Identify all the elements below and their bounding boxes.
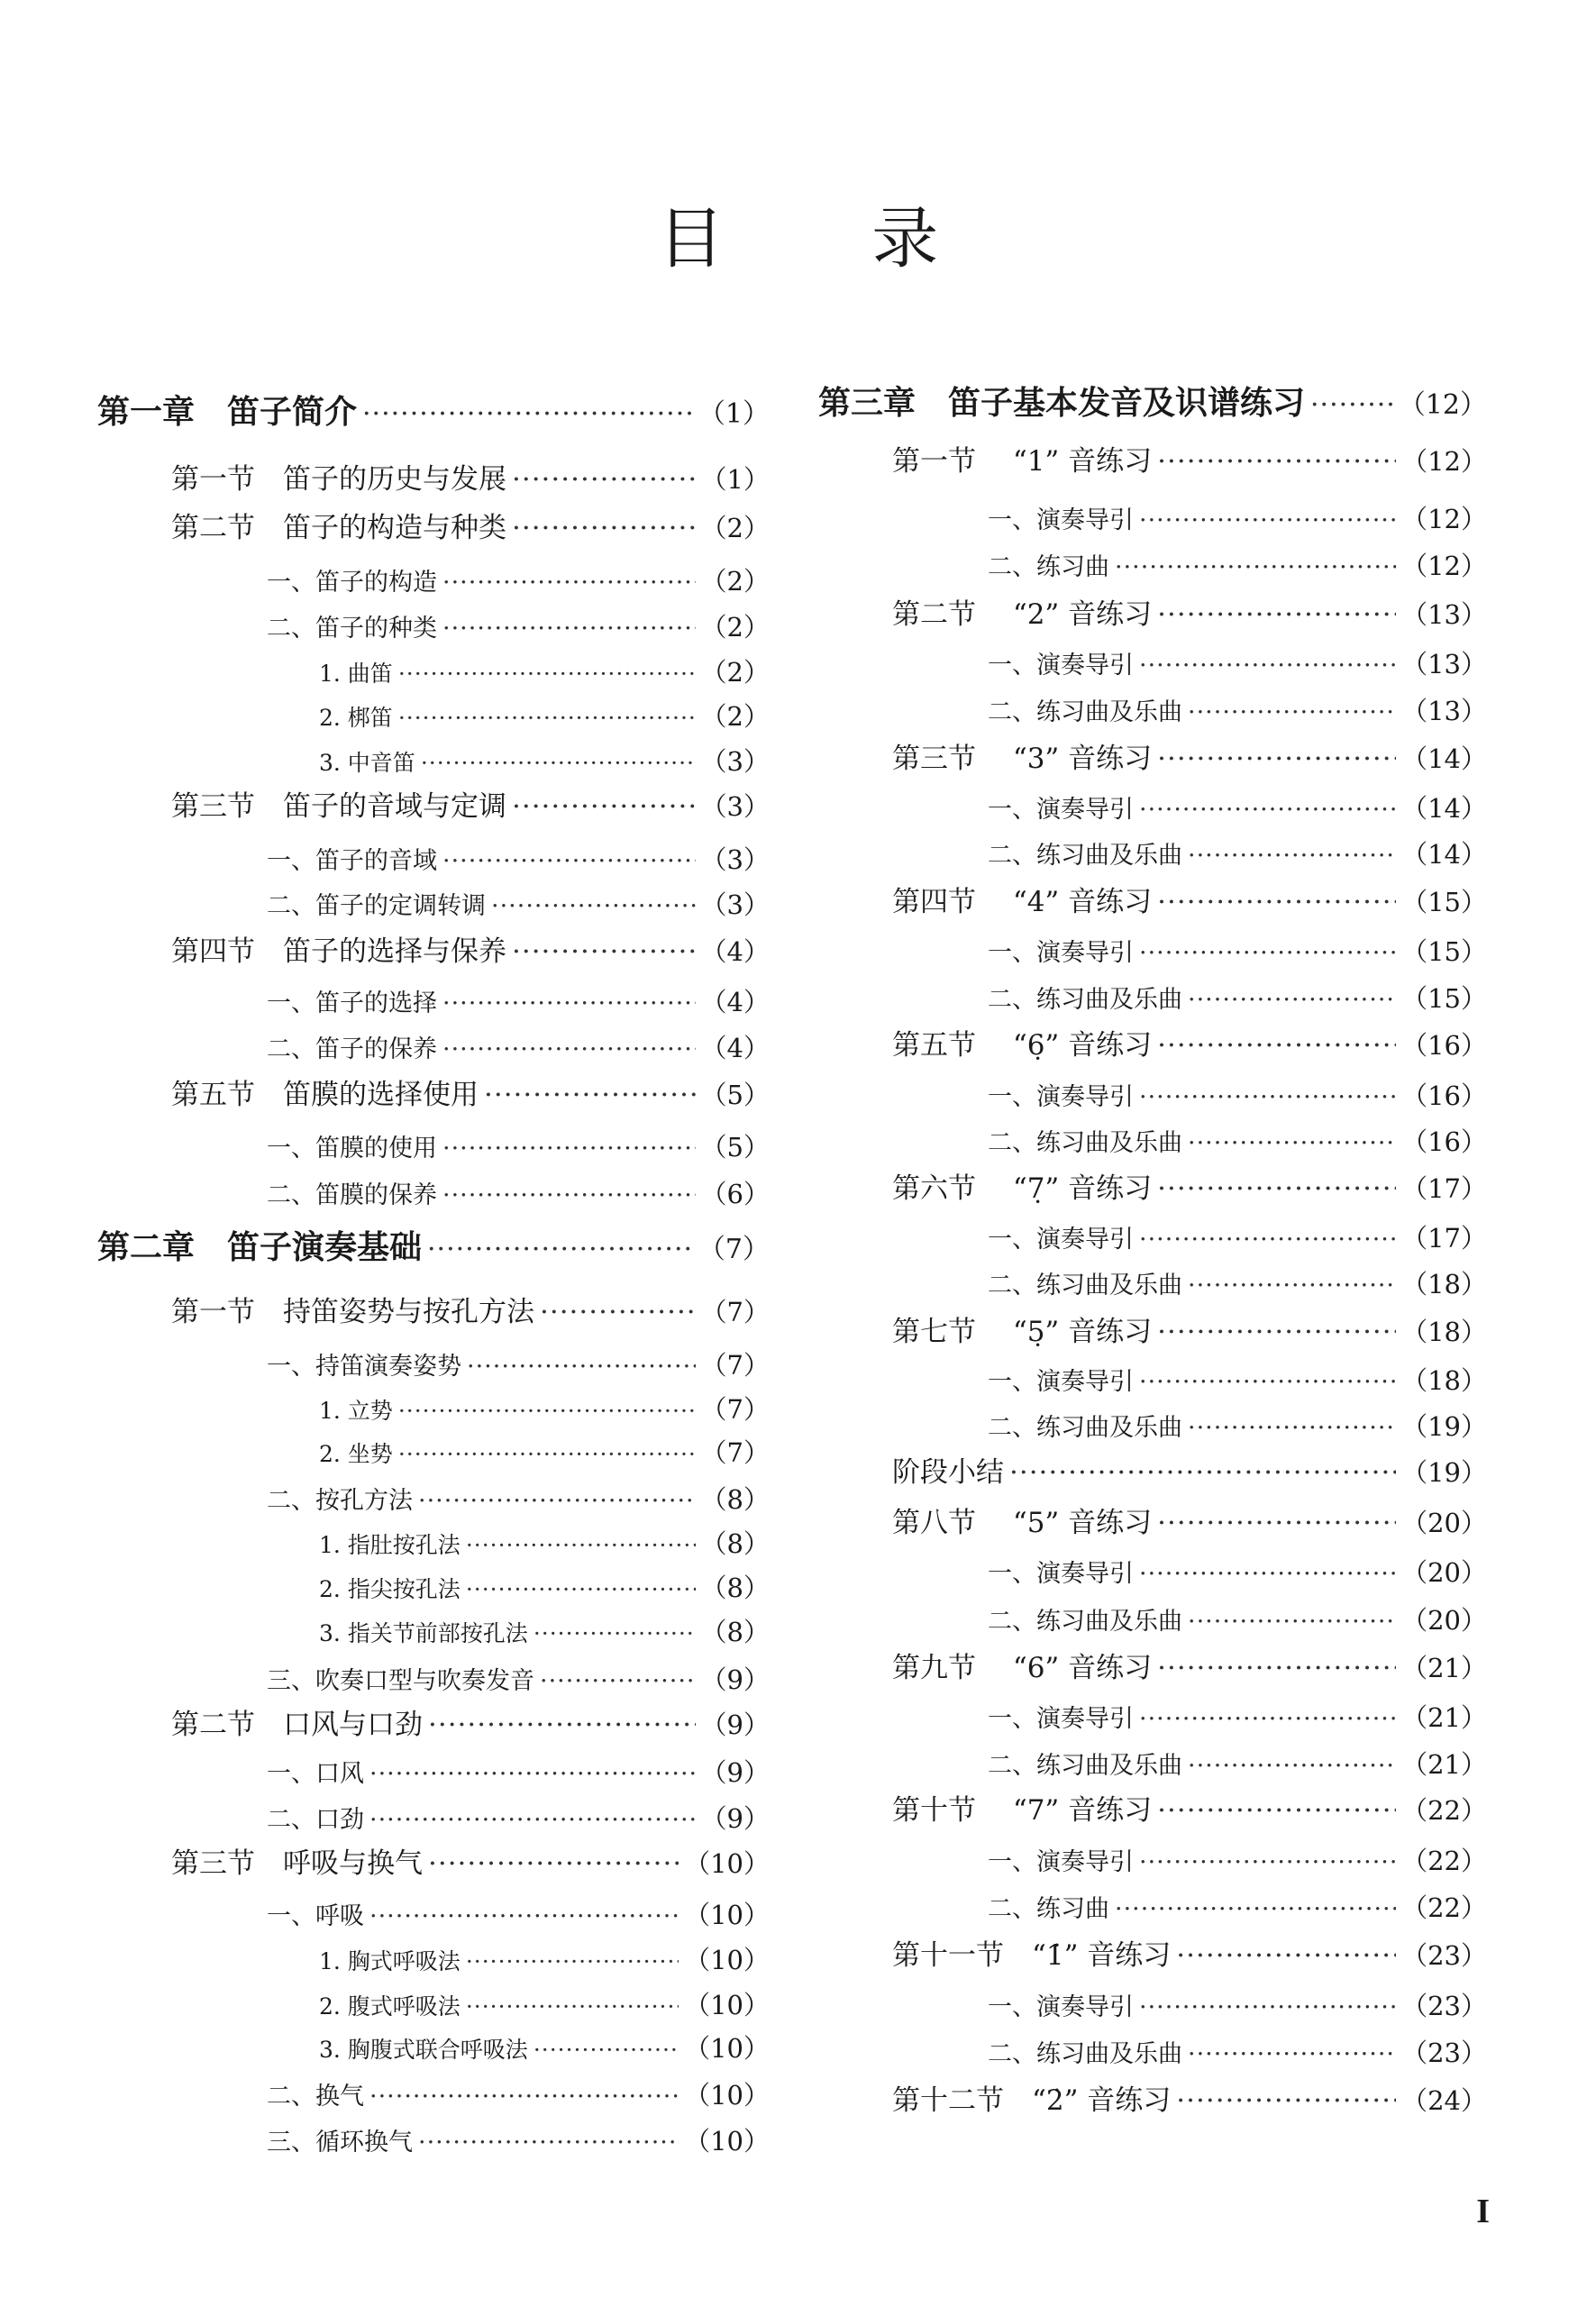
toc-entry-page: （21） <box>1401 1653 1487 1683</box>
toc-entry[interactable] <box>818 597 1487 633</box>
toc-entry-label: 二、练习曲及乐曲 <box>988 1414 1182 1442</box>
toc-entry-label: 一、演奏导引 <box>988 1560 1134 1588</box>
toc-entry-label: 第十二节 “2̇” 音练习 <box>892 2084 1172 2117</box>
toc-entry-page: （7） <box>700 1350 770 1381</box>
toc-leader-dots <box>1157 884 1396 920</box>
toc-leader-dots <box>1139 1222 1396 1258</box>
toc-entry[interactable] <box>97 1755 770 1791</box>
toc-entry-page: （23） <box>1401 1940 1487 1971</box>
toc-entry-page: （3） <box>700 889 770 920</box>
toc-leader-dots <box>1157 1650 1396 1686</box>
toc-entry-page: （17） <box>1401 1223 1487 1254</box>
toc-leader-dots <box>1176 2083 1396 2119</box>
toc-leader-dots <box>1157 741 1396 777</box>
toc-entry-label: 一、笛膜的使用 <box>267 1135 437 1163</box>
toc-entry-page: （4） <box>700 1033 770 1063</box>
toc-entry-label: 第一节 “1” 音练习 <box>892 445 1153 478</box>
toc-entry-label: 第六节 “7̣” 音练习 <box>892 1172 1153 1205</box>
toc-entry-label: 一、演奏导引 <box>988 1705 1134 1733</box>
toc-entry-page: （2） <box>700 701 770 732</box>
toc-entry[interactable] <box>818 1409 1487 1445</box>
toc-entry-page: （20） <box>1401 1508 1487 1538</box>
toc-entry-label: 二、练习曲及乐曲 <box>988 698 1182 726</box>
toc-entry-label: 二、笛膜的保养 <box>267 1181 437 1209</box>
toc-entry[interactable] <box>97 609 770 645</box>
toc-entry[interactable] <box>818 741 1487 777</box>
toc-entry[interactable] <box>818 1938 1487 1974</box>
toc-entry[interactable] <box>818 1027 1487 1063</box>
toc-entry-page: （7） <box>698 1234 770 1265</box>
toc-leader-dots <box>442 1032 696 1068</box>
toc-leader-dots <box>1188 838 1396 874</box>
toc-entry-page: （6） <box>700 1179 770 1209</box>
toc-entry-label: 一、笛子的构造 <box>267 569 437 597</box>
toc-entry-label: 二、练习曲及乐曲 <box>988 1608 1182 1636</box>
toc-entry-label: 一、演奏导引 <box>988 1226 1134 1254</box>
toc-entry-page: （23） <box>1401 2038 1487 2068</box>
toc-entry-page: （21） <box>1401 1702 1487 1733</box>
toc-entry-label: 一、演奏导引 <box>988 652 1134 679</box>
toc-entry-label: 二、笛子的种类 <box>267 615 437 643</box>
toc-entry[interactable] <box>97 1707 770 1743</box>
toc-entry-label: 一、演奏导引 <box>988 939 1134 967</box>
toc-entry[interactable] <box>818 1363 1487 1399</box>
toc-entry-page: （21） <box>1401 1749 1487 1780</box>
toc-entry[interactable] <box>97 1347 770 1383</box>
toc-entry[interactable] <box>97 789 770 825</box>
toc-entry-page: （16） <box>1401 1081 1487 1111</box>
toc-entry-page: （2） <box>700 566 770 597</box>
toc-leader-dots <box>1188 1748 1396 1784</box>
toc-leader-dots <box>1188 2037 1396 2073</box>
toc-entry-page: （9） <box>700 1664 770 1695</box>
toc-leader-dots <box>421 745 696 781</box>
toc-entry[interactable] <box>97 395 770 431</box>
toc-leader-dots <box>1139 1364 1396 1400</box>
toc-entry-label: 第三节 笛子的音域与定调 <box>171 790 506 823</box>
toc-entry-label: 1. 曲笛 <box>319 661 393 687</box>
toc-entry-page: （4） <box>700 987 770 1017</box>
toc-entry-label: 1. 胸式呼吸法 <box>319 1948 461 1974</box>
toc-entry-page: （19） <box>1401 1411 1487 1442</box>
toc-entry-label: 2. 坐势 <box>319 1441 393 1467</box>
toc-leader-dots <box>398 656 696 692</box>
toc-entry[interactable] <box>97 842 770 878</box>
toc-entry[interactable] <box>97 1987 770 2023</box>
toc-leader-dots <box>1157 1171 1396 1207</box>
toc-leader-dots <box>1139 935 1396 971</box>
toc-entry[interactable] <box>97 654 770 690</box>
toc-entry[interactable] <box>818 1171 1487 1207</box>
toc-entry-page: （14） <box>1401 839 1487 870</box>
toc-leader-dots <box>442 611 696 647</box>
toc-leader-dots <box>1157 1314 1396 1350</box>
toc-entry[interactable] <box>97 1176 770 1212</box>
toc-entry-label: 第五节 “6̣” 音练习 <box>892 1029 1153 1062</box>
toc-entry-page: （12） <box>1398 389 1487 421</box>
toc-entry-label: 第三章 笛子基本发音及识谱练习 <box>818 385 1306 422</box>
toc-entry-page: （13） <box>1401 696 1487 726</box>
toc-entry-label: 三、循环换气 <box>267 2129 413 2157</box>
toc-entry[interactable] <box>97 563 770 599</box>
toc-leader-dots <box>1157 1505 1396 1541</box>
toc-entry-label: 第五节 笛膜的选择使用 <box>171 1079 479 1111</box>
toc-leader-dots <box>1009 1454 1396 1491</box>
toc-entry[interactable] <box>818 884 1487 920</box>
toc-entry[interactable] <box>97 1942 770 1978</box>
toc-leader-dots <box>369 1899 679 1935</box>
toc-leader-dots <box>1176 1938 1396 1974</box>
toc-entry-page: （8） <box>700 1528 770 1559</box>
toc-entry-page: （14） <box>1401 743 1487 774</box>
toc-entry[interactable] <box>97 461 770 497</box>
toc-entry-label: 一、演奏导引 <box>988 506 1134 534</box>
toc-entry[interactable] <box>818 1505 1487 1541</box>
toc-entry-label: 2. 指尖按孔法 <box>319 1576 461 1602</box>
toc-entry-label: 第一节 持笛姿势与按孔方法 <box>171 1296 534 1328</box>
toc-entry-label: 二、练习曲及乐曲 <box>988 1272 1182 1299</box>
toc-entry[interactable] <box>818 548 1487 584</box>
toc-entry-page: （2） <box>700 657 770 688</box>
toc-entry-page: （2） <box>700 513 770 543</box>
toc-leader-dots <box>369 2079 679 2115</box>
toc-entry[interactable] <box>818 1124 1487 1160</box>
toc-leader-dots <box>1157 1792 1396 1828</box>
toc-leader-dots <box>467 1349 696 1385</box>
toc-leader-dots <box>1139 1701 1396 1737</box>
toc-entry-label: 一、演奏导引 <box>988 1368 1134 1396</box>
toc-leader-dots <box>534 1616 696 1652</box>
toc-entry[interactable] <box>97 1897 770 1933</box>
toc-entry-page: （15） <box>1401 983 1487 1014</box>
toc-entry-page: （10） <box>684 1848 770 1879</box>
toc-entry-page: （15） <box>1401 887 1487 917</box>
toc-entry-page: （18） <box>1401 1317 1487 1347</box>
toc-entry-label: 第三节 呼吸与换气 <box>171 1847 423 1880</box>
toc-entry-page: （7） <box>700 1394 770 1425</box>
toc-leader-dots <box>512 934 696 970</box>
toc-entry-label: 一、笛子的选择 <box>267 989 437 1017</box>
toc-entry-label: 一、演奏导引 <box>988 1993 1134 2021</box>
toc-leader-dots <box>1310 388 1393 424</box>
toc-entry[interactable] <box>97 934 770 970</box>
toc-entry-label: 二、练习曲及乐曲 <box>988 1129 1182 1157</box>
toc-entry[interactable] <box>818 790 1487 826</box>
toc-entry-page: （18） <box>1401 1365 1487 1396</box>
toc-entry-page: （18） <box>1401 1269 1487 1299</box>
toc-entry-label: 第四节 笛子的选择与保养 <box>171 935 506 968</box>
toc-entry[interactable] <box>818 1078 1487 1114</box>
toc-entry[interactable] <box>818 1220 1487 1256</box>
toc-entry[interactable] <box>97 1230 770 1266</box>
toc-leader-dots <box>512 510 696 546</box>
toc-entry-page: （19） <box>1401 1457 1487 1488</box>
toc-entry[interactable] <box>818 443 1487 479</box>
toc-entry[interactable] <box>818 1843 1487 1879</box>
toc-entry[interactable] <box>97 1294 770 1330</box>
toc-entry-label: 二、换气 <box>267 2083 364 2111</box>
toc-entry[interactable] <box>818 646 1487 682</box>
toc-entry[interactable] <box>97 1526 770 1562</box>
toc-leader-dots <box>428 1707 696 1743</box>
toc-leader-dots <box>1157 597 1396 633</box>
toc-leader-dots <box>1139 1990 1396 2026</box>
toc-entry-page: （12） <box>1401 551 1487 581</box>
toc-entry[interactable] <box>97 1614 770 1650</box>
toc-entry-page: （10） <box>684 2080 770 2111</box>
toc-entry-page: （5） <box>700 1132 770 1163</box>
toc-leader-dots <box>398 700 696 736</box>
toc-leader-dots <box>1139 503 1396 539</box>
toc-leader-dots <box>1139 648 1396 684</box>
toc-entry-page: （8） <box>700 1484 770 1515</box>
toc-entry-page: （4） <box>700 936 770 967</box>
toc-entry-page: （10） <box>684 2033 770 2064</box>
toc-entry[interactable] <box>818 693 1487 729</box>
toc-entry-page: （7） <box>700 1437 770 1468</box>
toc-entry-label: 1. 指肚按孔法 <box>319 1532 461 1558</box>
toc-entry[interactable] <box>818 1266 1487 1302</box>
toc-entry-label: 一、持笛演奏姿势 <box>267 1353 461 1381</box>
toc-entry-page: （22） <box>1401 1795 1487 1826</box>
toc-leader-dots <box>442 1178 696 1214</box>
toc-entry-page: （15） <box>1401 936 1487 967</box>
toc-leader-dots <box>427 1232 693 1268</box>
toc-leader-dots <box>491 889 696 925</box>
toc-entry[interactable] <box>818 501 1487 537</box>
toc-entry-label: 第二节 “2” 音练习 <box>892 598 1153 631</box>
toc-entry-page: （20） <box>1401 1605 1487 1636</box>
toc-entry-page: （23） <box>1401 1991 1487 2021</box>
toc-entry-page: （13） <box>1401 599 1487 630</box>
toc-entry-page: （10） <box>684 1945 770 1975</box>
toc-entry-page: （17） <box>1401 1173 1487 1204</box>
toc-entry-label: 二、按孔方法 <box>267 1487 413 1515</box>
toc-leader-dots <box>1188 1410 1396 1446</box>
toc-entry-page: （20） <box>1401 1557 1487 1588</box>
toc-leader-dots <box>1188 982 1396 1018</box>
toc-entry[interactable] <box>818 2083 1487 2119</box>
toc-leader-dots <box>1139 1845 1396 1881</box>
toc-leader-dots <box>540 1294 696 1330</box>
toc-entry-page: （5） <box>700 1080 770 1110</box>
toc-entry[interactable] <box>97 510 770 546</box>
toc-entry-label: 二、练习曲及乐曲 <box>988 2040 1182 2068</box>
toc-entry[interactable] <box>97 1030 770 1066</box>
toc-entry-label: 二、练习曲及乐曲 <box>988 986 1182 1014</box>
toc-entry-label: 一、演奏导引 <box>988 1083 1134 1111</box>
toc-leader-dots <box>1139 792 1396 828</box>
toc-entry-page: （10） <box>684 1990 770 2020</box>
toc-leader-dots <box>442 986 696 1022</box>
toc-entry-page: （7） <box>700 1297 770 1327</box>
toc-entry[interactable] <box>97 1801 770 1837</box>
toc-entry-page: （8） <box>700 1617 770 1647</box>
toc-entry-label: 第四节 “4” 音练习 <box>892 886 1153 918</box>
toc-entry[interactable] <box>818 1792 1487 1828</box>
toc-entry[interactable] <box>818 836 1487 872</box>
toc-entry-page: （24） <box>1401 2085 1487 2116</box>
toc-entry-label: 一、口风 <box>267 1760 364 1788</box>
toc-leader-dots <box>466 1989 679 2025</box>
toc-leader-dots <box>398 1436 696 1473</box>
toc-entry-page: （1） <box>700 464 770 495</box>
toc-entry-label: 3. 中音笛 <box>319 750 415 776</box>
toc-entry[interactable] <box>818 1746 1487 1783</box>
toc-entry[interactable] <box>818 934 1487 970</box>
page-folio: I <box>1476 2193 1490 2230</box>
toc-entry-page: （8） <box>700 1573 770 1603</box>
toc-entry-label: 三、吹奏口型与吹奏发音 <box>267 1667 534 1695</box>
toc-entry-label: 一、笛子的音域 <box>267 847 437 875</box>
toc-entry-page: （22） <box>1401 1846 1487 1876</box>
toc-entry-label: 第二节 口风与口劲 <box>171 1709 423 1741</box>
toc-entry[interactable] <box>97 1570 770 1606</box>
toc-entry-page: （1） <box>698 398 770 430</box>
toc-leader-dots <box>418 1483 696 1519</box>
toc-entry-page: （13） <box>1401 649 1487 679</box>
toc-entry-page: （22） <box>1401 1892 1487 1923</box>
toc-entry-label: 2. 梆笛 <box>319 705 393 731</box>
toc-leader-dots <box>540 1664 696 1700</box>
toc-entry[interactable] <box>818 386 1487 422</box>
toc-entry[interactable] <box>97 1662 770 1698</box>
toc-entry[interactable] <box>818 1602 1487 1638</box>
toc-entry-page: （12） <box>1401 446 1487 477</box>
toc-leader-dots <box>512 789 696 825</box>
toc-entry[interactable] <box>97 698 770 734</box>
toc-entry-label: 二、练习曲 <box>988 553 1109 581</box>
toc-leader-dots <box>1115 550 1396 586</box>
toc-entry[interactable] <box>818 1314 1487 1350</box>
toc-leader-dots <box>1157 443 1396 479</box>
toc-entry-label: 第一节 笛子的历史与发展 <box>171 463 506 496</box>
toc-entry-label: 第三节 “3” 音练习 <box>892 743 1153 775</box>
toc-leader-dots <box>512 461 696 497</box>
toc-entry-label: 第二节 笛子的构造与种类 <box>171 512 506 544</box>
toc-entry-label: 一、演奏导引 <box>988 1848 1134 1876</box>
toc-leader-dots <box>1139 1556 1396 1592</box>
toc-leader-dots <box>428 1846 679 1882</box>
toc-entry-page: （9） <box>700 1757 770 1788</box>
toc-entry-label: 二、笛子的保养 <box>267 1035 437 1063</box>
toc-entry[interactable] <box>97 1846 770 1882</box>
toc-entry[interactable] <box>97 2077 770 2113</box>
toc-entry-label: 二、练习曲及乐曲 <box>988 1752 1182 1780</box>
toc-entry-label: 2. 腹式呼吸法 <box>319 1993 461 2020</box>
toc-entry[interactable] <box>818 1650 1487 1686</box>
toc-leader-dots <box>1115 1892 1396 1928</box>
toc-entry-page: （10） <box>684 2126 770 2157</box>
toc-entry[interactable] <box>818 980 1487 1017</box>
toc-entry-page: （9） <box>700 1803 770 1834</box>
toc-entry-label: 一、呼吸 <box>267 1902 364 1930</box>
toc-entry-label: 二、口劲 <box>267 1806 364 1834</box>
toc-leader-dots <box>484 1077 696 1113</box>
toc-entry-label: 3. 胸腹式联合呼吸法 <box>319 2037 528 2063</box>
toc-entry[interactable] <box>818 2035 1487 2071</box>
toc-entry-page: （9） <box>700 1710 770 1740</box>
toc-entry-page: （3） <box>700 746 770 777</box>
toc-leader-dots <box>362 397 693 433</box>
toc-entry-label: 3. 指关节前部按孔法 <box>319 1620 528 1646</box>
toc-entry-label: 一、演奏导引 <box>988 796 1134 824</box>
toc-entry[interactable] <box>97 887 770 923</box>
toc-leader-dots <box>442 1131 696 1167</box>
toc-entry[interactable] <box>97 2123 770 2159</box>
toc-leader-dots <box>369 1802 696 1838</box>
toc-entry-label: 1. 立势 <box>319 1398 393 1424</box>
toc-leader-dots <box>398 1393 696 1429</box>
toc-leader-dots <box>442 565 696 601</box>
toc-leader-dots <box>1188 695 1396 731</box>
toc-leader-dots <box>1188 1268 1396 1304</box>
toc-entry-label: 二、练习曲及乐曲 <box>988 842 1182 870</box>
toc-entry[interactable] <box>97 1391 770 1427</box>
toc-leader-dots <box>369 1756 696 1792</box>
toc-entry-label: 第七节 “5̣” 音练习 <box>892 1316 1153 1348</box>
toc-entry-label: 第十节 “7” 音练习 <box>892 1794 1153 1827</box>
toc-leader-dots <box>466 1944 679 1980</box>
toc-entry[interactable] <box>818 1700 1487 1736</box>
toc-entry-page: （3） <box>700 791 770 822</box>
toc-entry[interactable] <box>818 1454 1487 1491</box>
toc-leader-dots <box>466 1527 696 1564</box>
toc-entry-label: 阶段小结 <box>892 1456 1004 1489</box>
toc-entry[interactable] <box>97 743 770 780</box>
toc-entry-page: （2） <box>700 612 770 643</box>
toc-leader-dots <box>442 843 696 880</box>
toc-entry-page: （3） <box>700 844 770 875</box>
toc-entry[interactable] <box>97 2030 770 2066</box>
toc-entry[interactable] <box>97 1077 770 1113</box>
toc-entry-label: 第十一节 “1̇” 音练习 <box>892 1939 1172 1972</box>
toc-entry-label: 第八节 “5” 音练习 <box>892 1507 1153 1539</box>
page-title: 目 录 <box>657 200 1002 278</box>
toc-leader-dots <box>466 1572 696 1608</box>
toc-entry[interactable] <box>818 1555 1487 1591</box>
toc-entry-page: （12） <box>1401 504 1487 534</box>
toc-entry-label: 第九节 “6” 音练习 <box>892 1652 1153 1684</box>
toc-entry[interactable] <box>97 1129 770 1165</box>
toc-entry-page: （16） <box>1401 1030 1487 1061</box>
toc-entry-page: （14） <box>1401 793 1487 824</box>
toc-leader-dots <box>1188 1604 1396 1640</box>
toc-leader-dots <box>1157 1027 1396 1063</box>
toc-entry[interactable] <box>818 1890 1487 1926</box>
toc-leader-dots <box>1139 1080 1396 1116</box>
toc-entry[interactable] <box>818 1988 1487 2024</box>
toc-entry-label: 二、笛子的定调转调 <box>267 892 486 920</box>
toc-leader-dots <box>1188 1126 1396 1162</box>
toc-entry-label: 第二章 笛子演奏基础 <box>97 1229 423 1266</box>
toc-entry-label: 二、练习曲 <box>988 1895 1109 1923</box>
toc-entry[interactable] <box>97 1435 770 1471</box>
toc-entry[interactable] <box>97 1482 770 1518</box>
toc-leader-dots <box>534 2032 679 2068</box>
toc-entry-page: （10） <box>684 1900 770 1930</box>
toc-entry-page: （16） <box>1401 1126 1487 1157</box>
toc-leader-dots <box>418 2125 679 2161</box>
toc-entry[interactable] <box>97 984 770 1020</box>
toc-entry-label: 第一章 笛子简介 <box>97 394 358 431</box>
